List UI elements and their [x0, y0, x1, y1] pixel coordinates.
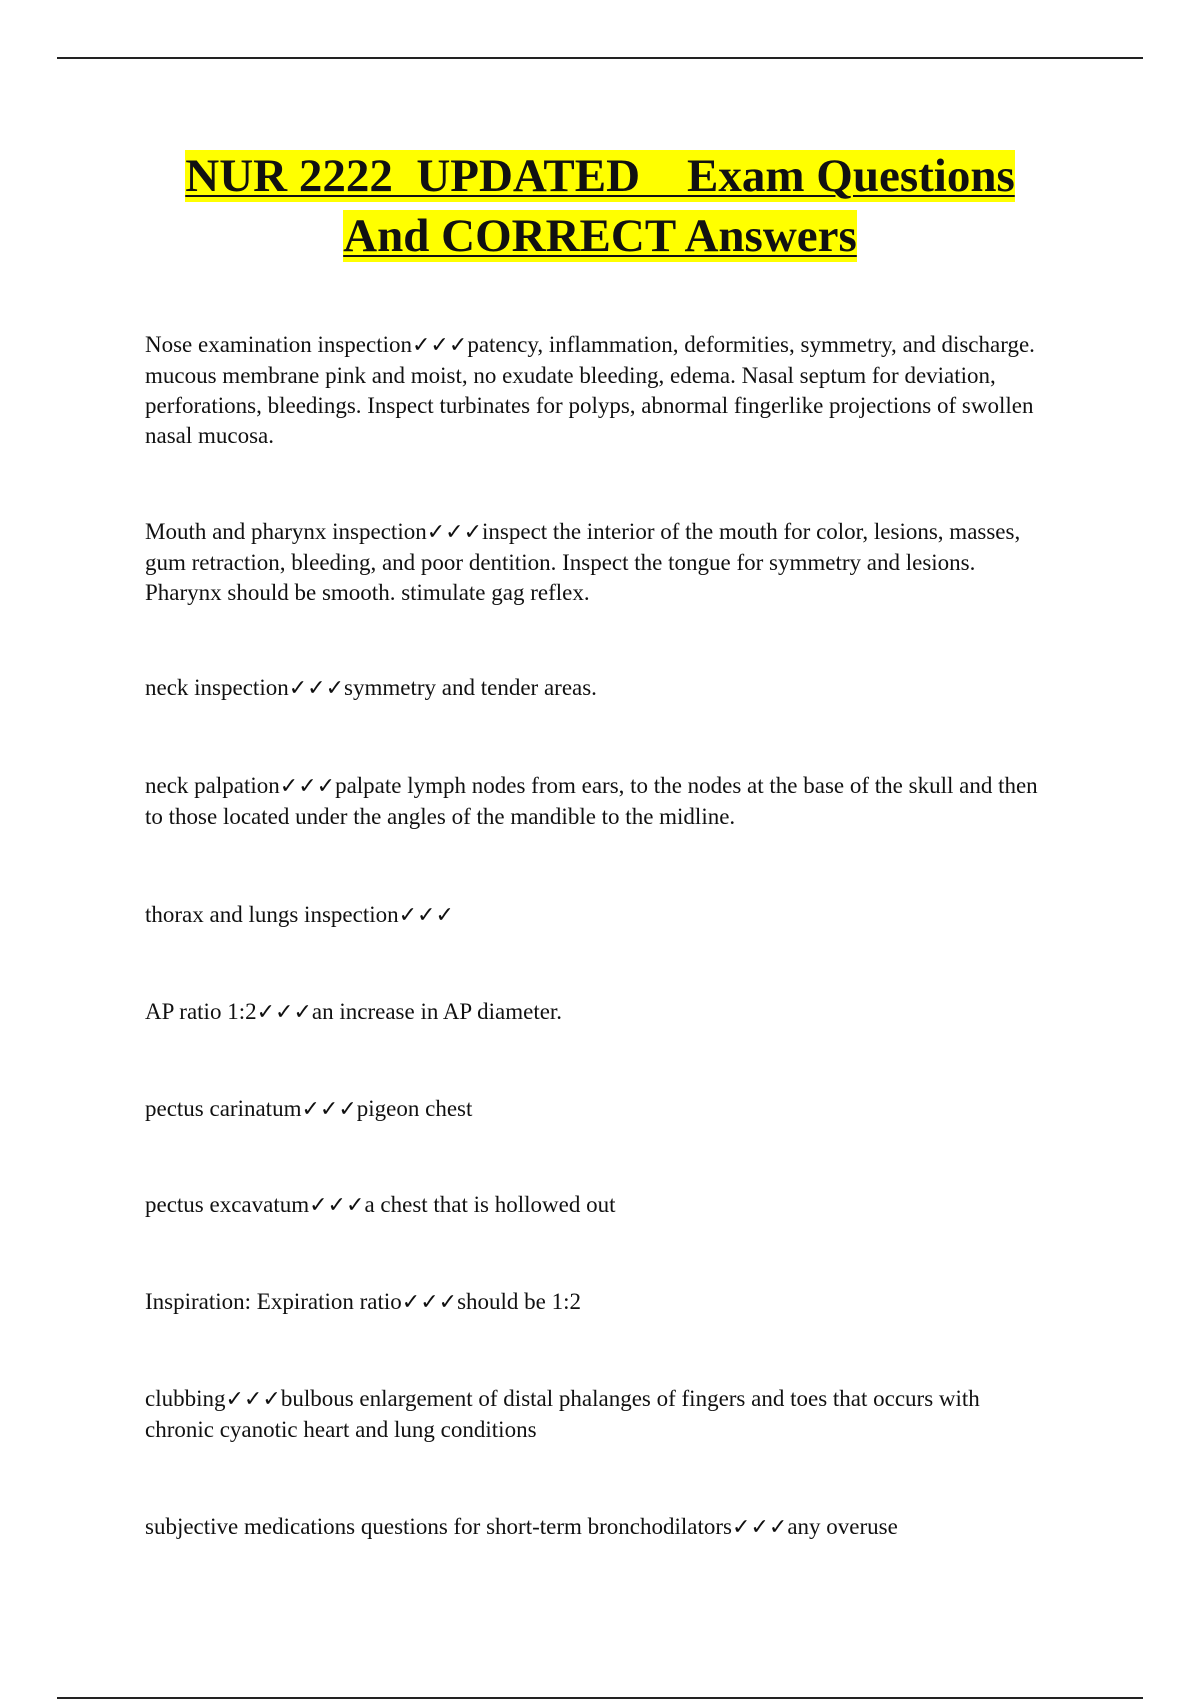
qa-entry [145, 1094, 1045, 1125]
document-title [100, 146, 1100, 266]
check-marks-icon: ✓✓✓ [279, 774, 336, 799]
check-marks-icon: ✓✓✓ [256, 1000, 312, 1025]
qa-term: pectus excavatum [145, 1192, 310, 1217]
qa-entry [145, 900, 1045, 931]
qa-term: pectus carinatum [145, 1096, 302, 1121]
qa-answer: palpate lymph nodes from ears, to the nodes at the base of the skull and then to those located under the angles of the mandible to the midline. [145, 773, 1038, 829]
check-marks-icon: ✓✓✓ [412, 333, 468, 358]
qa-term: subjective medications questions for short-term bronchodilators [145, 1514, 733, 1539]
qa-term: AP ratio 1:2 [145, 999, 257, 1024]
qa-entry [145, 517, 1045, 608]
title-line-2: And CORRECT Answers [343, 210, 857, 262]
qa-entry [145, 1287, 1045, 1318]
bottom-rule [57, 1697, 1143, 1699]
qa-term: neck inspection [145, 675, 289, 700]
title-line-1: NUR 2222 UPDATED Exam Questions [185, 150, 1015, 202]
qa-answer: patency, inflammation, deformities, symmetry, and discharge. mucous membrane pink and moist, no exudate bleeding, edema. Nasal septum for deviation, perforations, bleedings. Inspect turbinates for polyps, abnormal fingerlike projections of swollen nasal mucosa. [145, 332, 1035, 448]
check-marks-icon: ✓✓✓ [426, 520, 483, 545]
qa-answer: any overuse [787, 1514, 898, 1539]
qa-entry [145, 673, 1045, 704]
check-marks-icon: ✓✓✓ [732, 1515, 788, 1540]
qa-entry [145, 1384, 1045, 1445]
qa-term: Mouth and pharynx inspection [145, 519, 427, 544]
check-marks-icon: ✓✓✓ [288, 676, 345, 701]
qa-term: Nose examination inspection [145, 332, 412, 357]
qa-entry [145, 1190, 1045, 1221]
qa-entry [145, 771, 1045, 832]
qa-term: clubbing [145, 1386, 226, 1411]
check-marks-icon: ✓✓✓ [401, 1290, 458, 1315]
qa-answer: symmetry and tender areas. [344, 675, 597, 700]
qa-term: Inspiration: Expiration ratio [145, 1289, 402, 1314]
check-marks-icon: ✓✓✓ [301, 1097, 357, 1122]
qa-answer: bulbous enlargement of distal phalanges of fingers and toes that occurs with chronic cyanotic heart and lung conditions [145, 1386, 980, 1442]
check-marks-icon: ✓✓✓ [225, 1387, 281, 1412]
qa-answer: an increase in AP diameter. [311, 999, 563, 1024]
qa-answer: a chest that is hollowed out [364, 1192, 616, 1217]
qa-term: neck palpation [145, 773, 280, 798]
qa-entry [145, 997, 1045, 1028]
qa-answer: inspect the interior of the mouth for color, lesions, masses, gum retraction, bleeding, and poor dentition. Inspect the tongue for symmetry and lesions. Pharynx should be smooth. stimulate gag reflex. [145, 519, 1021, 605]
qa-answer: pigeon chest [356, 1096, 473, 1121]
qa-entry [145, 1512, 1045, 1543]
top-rule [57, 57, 1143, 59]
qa-entry [145, 330, 1045, 451]
qa-term: thorax and lungs inspection [145, 902, 399, 927]
qa-answer: should be 1:2 [457, 1289, 582, 1314]
check-marks-icon: ✓✓✓ [309, 1193, 365, 1218]
check-marks-icon: ✓✓✓ [398, 903, 454, 928]
